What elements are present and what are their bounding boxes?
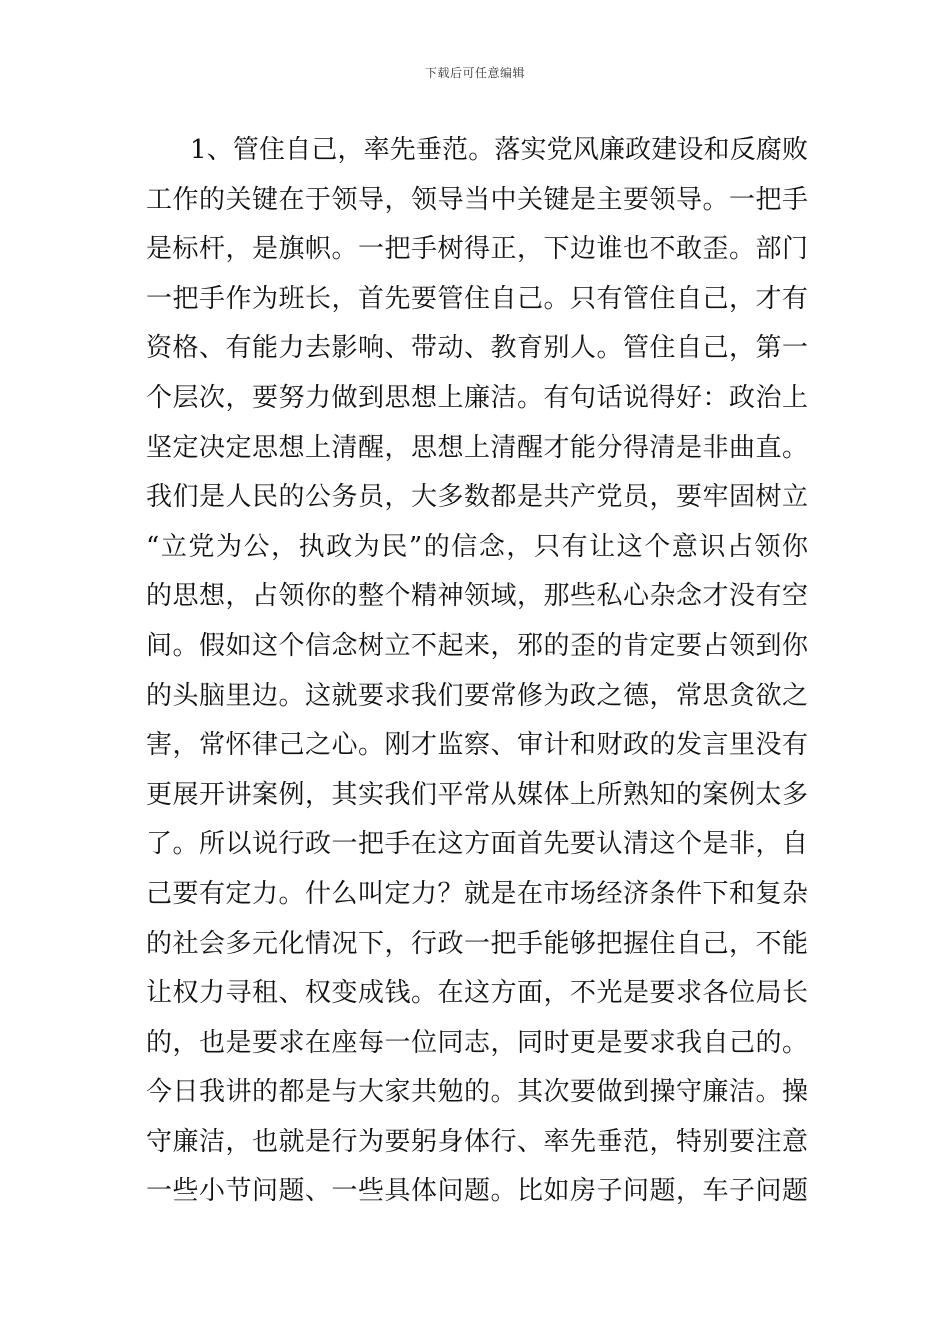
text-line: 的头脑里边。这就要求我们要常修为政之德，常思贪欲之 — [146, 680, 808, 711]
text-line: 个层次，要努力做到思想上廉洁。有句话说得好：政治上 — [146, 382, 808, 413]
text-line: 1、管住自己，率先垂范。落实党风廉政建设和反腐败 — [190, 135, 808, 165]
text-line: 守廉洁，也就是行为要躬身体行、率先垂范，特别要注意 — [146, 1126, 808, 1157]
text-line: 一把手作为班长，首先要管住自己。只有管住自己，才有 — [146, 283, 808, 314]
text-line: 是标杆，是旗帜。一把手树得正，下边谁也不敢歪。部门 — [146, 234, 808, 265]
text-line: 的，也是要求在座每一位同志，同时更是要求我自己的。 — [146, 1027, 808, 1058]
text-line: 今日我讲的都是与大家共勉的。其次要做到操守廉洁。操 — [146, 1077, 808, 1108]
text-line: 坚定决定思想上清醒，思想上清醒才能分得清是非曲直。 — [146, 432, 808, 463]
text-line: 我们是人民的公务员，大多数都是共产党员，要牢固树立 — [146, 482, 808, 513]
text-line: 一些小节问题、一些具体问题。比如房子问题，车子问题 — [146, 1176, 808, 1207]
text-line: 的社会多元化情况下，行政一把手能够把握住自己，不能 — [146, 928, 808, 959]
text-line: 己要有定力。什么叫定力？就是在市场经济条件下和复杂 — [146, 878, 808, 909]
text-line: 了。所以说行政一把手在这方面首先要认清这个是非，自 — [146, 829, 808, 860]
text-line: 工作的关键在于领导，领导当中关键是主要领导。一把手 — [146, 184, 808, 215]
text-line: 间。假如这个信念树立不起来，邪的歪的肯定要占领到你 — [146, 630, 808, 661]
text-line: 害，常怀律己之心。刚才监察、审计和财政的发言里没有 — [146, 730, 808, 761]
text-line: 让权力寻租、权变成钱。在这方面，不光是要求各位局长 — [146, 978, 808, 1009]
body-paragraph — [146, 126, 808, 1217]
header-note: 下载后可任意编辑 — [424, 66, 525, 80]
text-line: “立党为公，执政为民”的信念，只有让这个意识占领你 — [146, 531, 808, 562]
text-line: 的思想，占领你的整个精神领域，那些私心杂念才没有空 — [146, 581, 808, 612]
text-line: 资格、有能力去影响、带动、教育别人。管住自己，第一 — [146, 333, 808, 364]
text-line: 更展开讲案例，其实我们平常从媒体上所熟知的案例太多 — [146, 779, 808, 810]
